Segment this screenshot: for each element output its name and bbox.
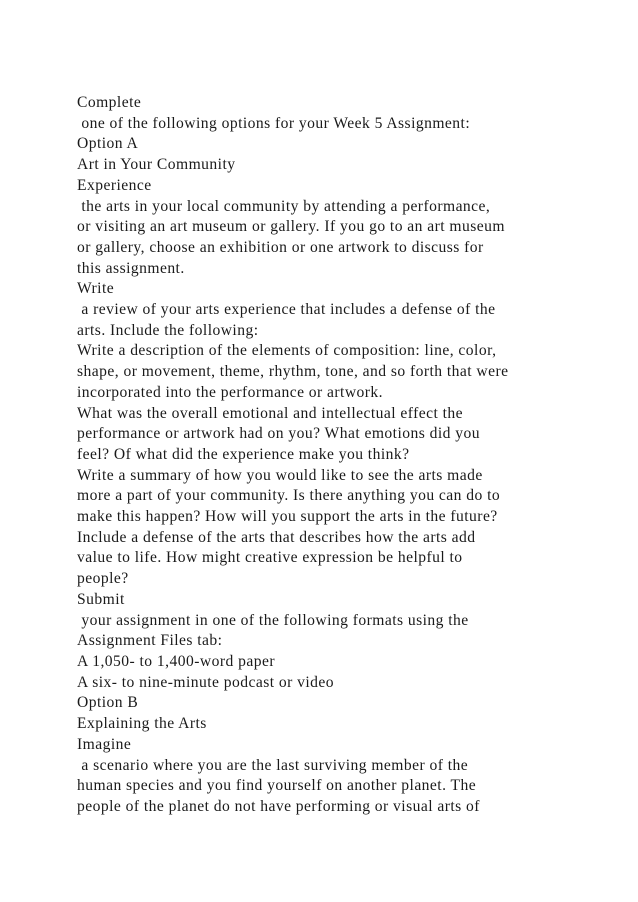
text-line: people of the planet do not have performing or visual arts of bbox=[77, 797, 480, 815]
text-line: Experience bbox=[77, 176, 152, 194]
text-line: make this happen? How will you support the arts in the future? bbox=[77, 508, 498, 526]
text-line: performance or artwork had on you? What emotions did you bbox=[77, 425, 480, 443]
text-line: Include a defense of the arts that describes how the arts add bbox=[77, 528, 476, 546]
text-line: feel? Of what did the experience make you think? bbox=[77, 445, 410, 463]
text-line: a review of your arts experience that includes a defense of the bbox=[77, 301, 496, 319]
text-line: Complete bbox=[77, 94, 142, 111]
text-line: Write a description of the elements of composition: line, color, bbox=[77, 342, 497, 360]
text-line: the arts in your local community by attending a performance, bbox=[77, 197, 491, 215]
text-line: Option A bbox=[77, 135, 139, 153]
text-line: Option B bbox=[77, 694, 139, 712]
text-line: value to life. How might creative expression be helpful to bbox=[77, 549, 463, 567]
text-line: Assignment Files tab: bbox=[77, 632, 223, 650]
text-line: A six- to nine-minute podcast or video bbox=[77, 673, 335, 691]
text-line: your assignment in one of the following formats using the bbox=[77, 611, 469, 629]
text-line: arts. Include the following: bbox=[77, 321, 259, 339]
text-line: Art in Your Community bbox=[77, 156, 236, 174]
text-line: incorporated into the performance or artwork. bbox=[77, 383, 384, 401]
text-line: Write a summary of how you would like to see the arts made bbox=[77, 466, 483, 484]
text-line: or gallery, choose an exhibition or one artwork to discuss for bbox=[77, 238, 484, 256]
text-line: human species and you find yourself on another planet. The bbox=[77, 777, 477, 795]
text-line: Explaining the Arts bbox=[77, 715, 207, 733]
text-line: more a part of your community. Is there anything you can do to bbox=[77, 487, 501, 505]
text-line: people? bbox=[77, 570, 129, 588]
text-line: or visiting an art museum or gallery. If you go to an art museum bbox=[77, 218, 505, 236]
document-body bbox=[77, 93, 622, 818]
text-line: Submit bbox=[77, 590, 125, 608]
text-line: shape, or movement, theme, rhythm, tone, and so forth that were bbox=[77, 363, 509, 381]
text-line: What was the overall emotional and intellectual effect the bbox=[77, 404, 464, 422]
text-line: A 1,050- to 1,400-word paper bbox=[77, 652, 275, 670]
text-line: Imagine bbox=[77, 735, 132, 753]
text-line: a scenario where you are the last surviving member of the bbox=[77, 756, 469, 774]
text-line: this assignment. bbox=[77, 259, 185, 277]
text-line: Write bbox=[77, 280, 115, 298]
text-line: one of the following options for your Week 5 Assignment: bbox=[77, 114, 471, 132]
